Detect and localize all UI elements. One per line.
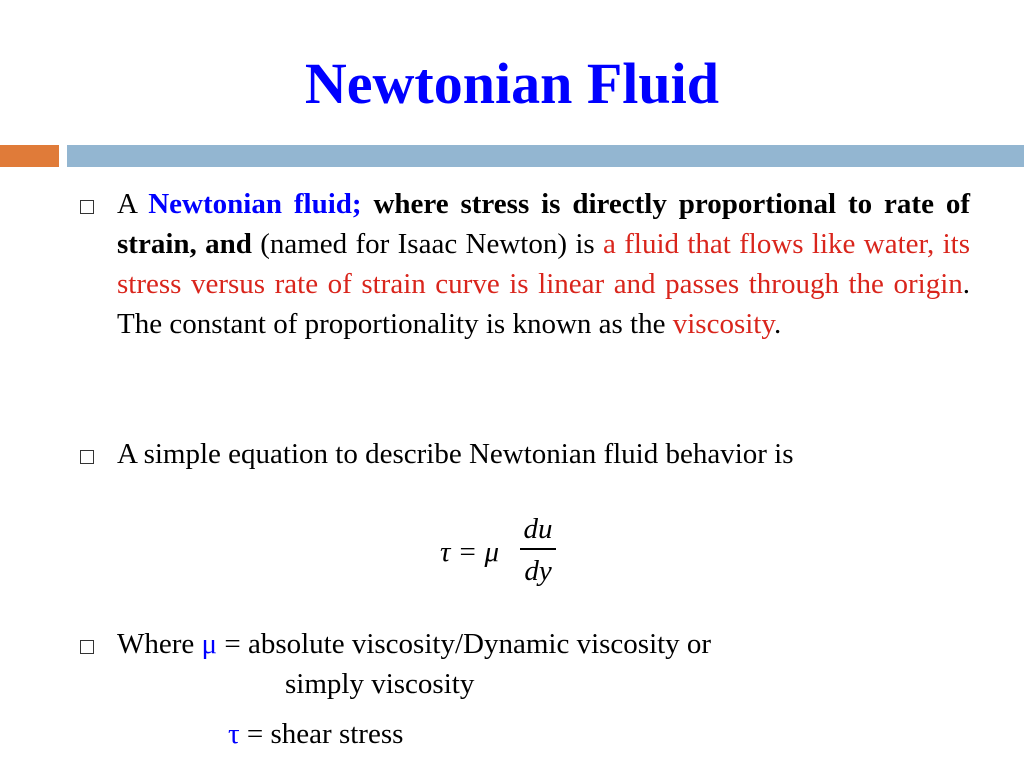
tau-symbol: τ [228, 718, 240, 750]
bullet1-end: . [773, 308, 782, 340]
square-bullet-icon [80, 450, 94, 464]
slide-title: Newtonian Fluid [304, 51, 720, 116]
tau-definition: = shear stress [239, 718, 404, 750]
bullet1-highlight-1: a fluid that flows like water, its stress versus rate of strain curve is linear and passes through the origin [117, 228, 970, 300]
bullet1-bold-definition: where stress is directly proportional to rate of strain, and [117, 188, 970, 260]
bullet2-text: A simple equation to describe Newtonian fluid behavior is [117, 438, 794, 470]
equation-numerator: du [523, 513, 553, 545]
square-bullet-icon [80, 640, 94, 654]
mu-definition: = absolute viscosity/Dynamic viscosity or [217, 628, 712, 660]
bullet1-named: (named for Isaac Newton) is [260, 228, 604, 260]
equation-lhs: τ = μ [440, 536, 500, 568]
fraction-bar [520, 548, 556, 550]
accent-bar [0, 145, 59, 167]
square-bullet-icon [80, 200, 94, 214]
bullet1-highlight-2: viscosity [672, 308, 774, 340]
header-divider-bar [67, 145, 1024, 167]
bullet-paragraph-1 [117, 184, 970, 344]
bullet-paragraph-2 [117, 434, 970, 474]
bullet1-term: Newtonian fluid; [148, 188, 362, 220]
tau-definition-line [228, 714, 403, 754]
equation-fraction [520, 512, 556, 588]
where-label: Where [117, 628, 202, 660]
bullet1-lead: A [117, 188, 149, 220]
mu-symbol: μ [201, 628, 218, 660]
equation-denominator: dy [524, 554, 552, 587]
mu-definition-continued: simply viscosity [285, 668, 475, 700]
bullet1-middle: . The constant of proportionality is known as the [117, 268, 970, 340]
bullet-paragraph-3 [117, 624, 711, 664]
